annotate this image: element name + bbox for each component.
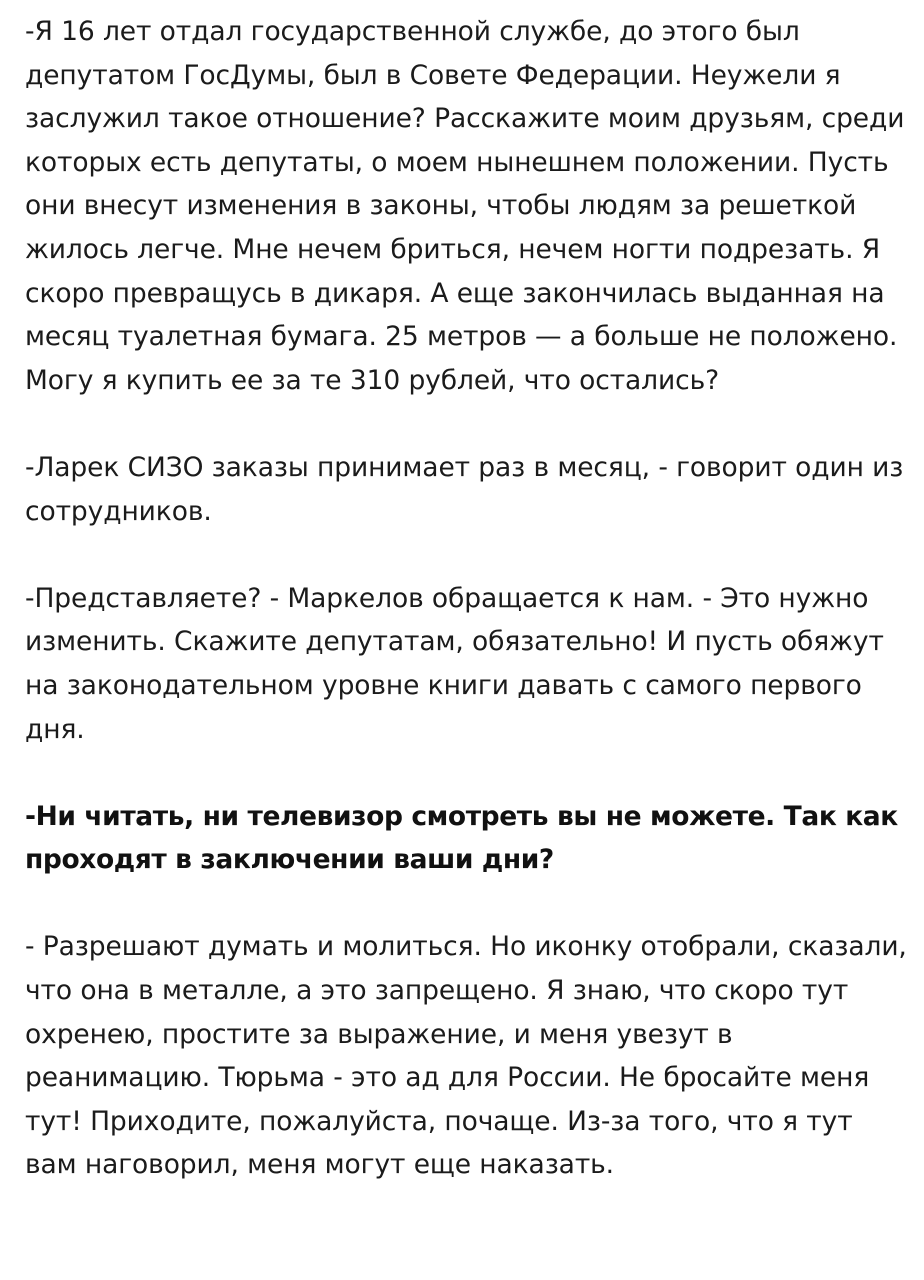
paragraph-interviewer-question: -Ни читать, ни телевизор смотреть вы не можете. Так как проходят в заключении ваши дни? [25,800,898,876]
paragraph-staff-remark: -Ларек СИЗО заказы принимает раз в месяц, - говорит один из сотрудников. [25,451,904,527]
paragraph-answer-days: - Разрешают думать и молиться. Но иконку отобрали, сказали, что она в металле, а это запрещено. Я знаю, что скоро тут охренею, простите за выражение, и меня увезут в реанимацию. Тюрьма - это ад для России. Не бросайте меня тут! Приходите, пожалуйста, почаще. Из-за того, что я тут вам наговорил, меня могут еще наказать. [25,931,907,1181]
paragraph-answer-complaints: -Я 16 лет отдал государственной службе, до этого был депутатом ГосДумы, был в Совете Федерации. Неужели я заслужил такое отношение? Расскажите моим друзьям, среди которых есть депутаты, о моем нынешнем положении. Пусть они внесут изменения в законы, чтобы людям за решеткой жилось легче. Мне нечем бриться, нечем ногти подрезать. Я скоро превращусь в дикаря. А еще закончилась выданная на месяц туалетная бумага. 25 метров — а больше не положено. Могу я купить ее за те 310 рублей, что остались? [25,16,905,396]
paragraph-answer-books: -Представляете? - Маркелов обращается к нам. - Это нужно изменить. Скажите депутатам, обязательно! И пусть обяжут на законодательном уровне книги давать с самого первого дня. [25,582,884,745]
